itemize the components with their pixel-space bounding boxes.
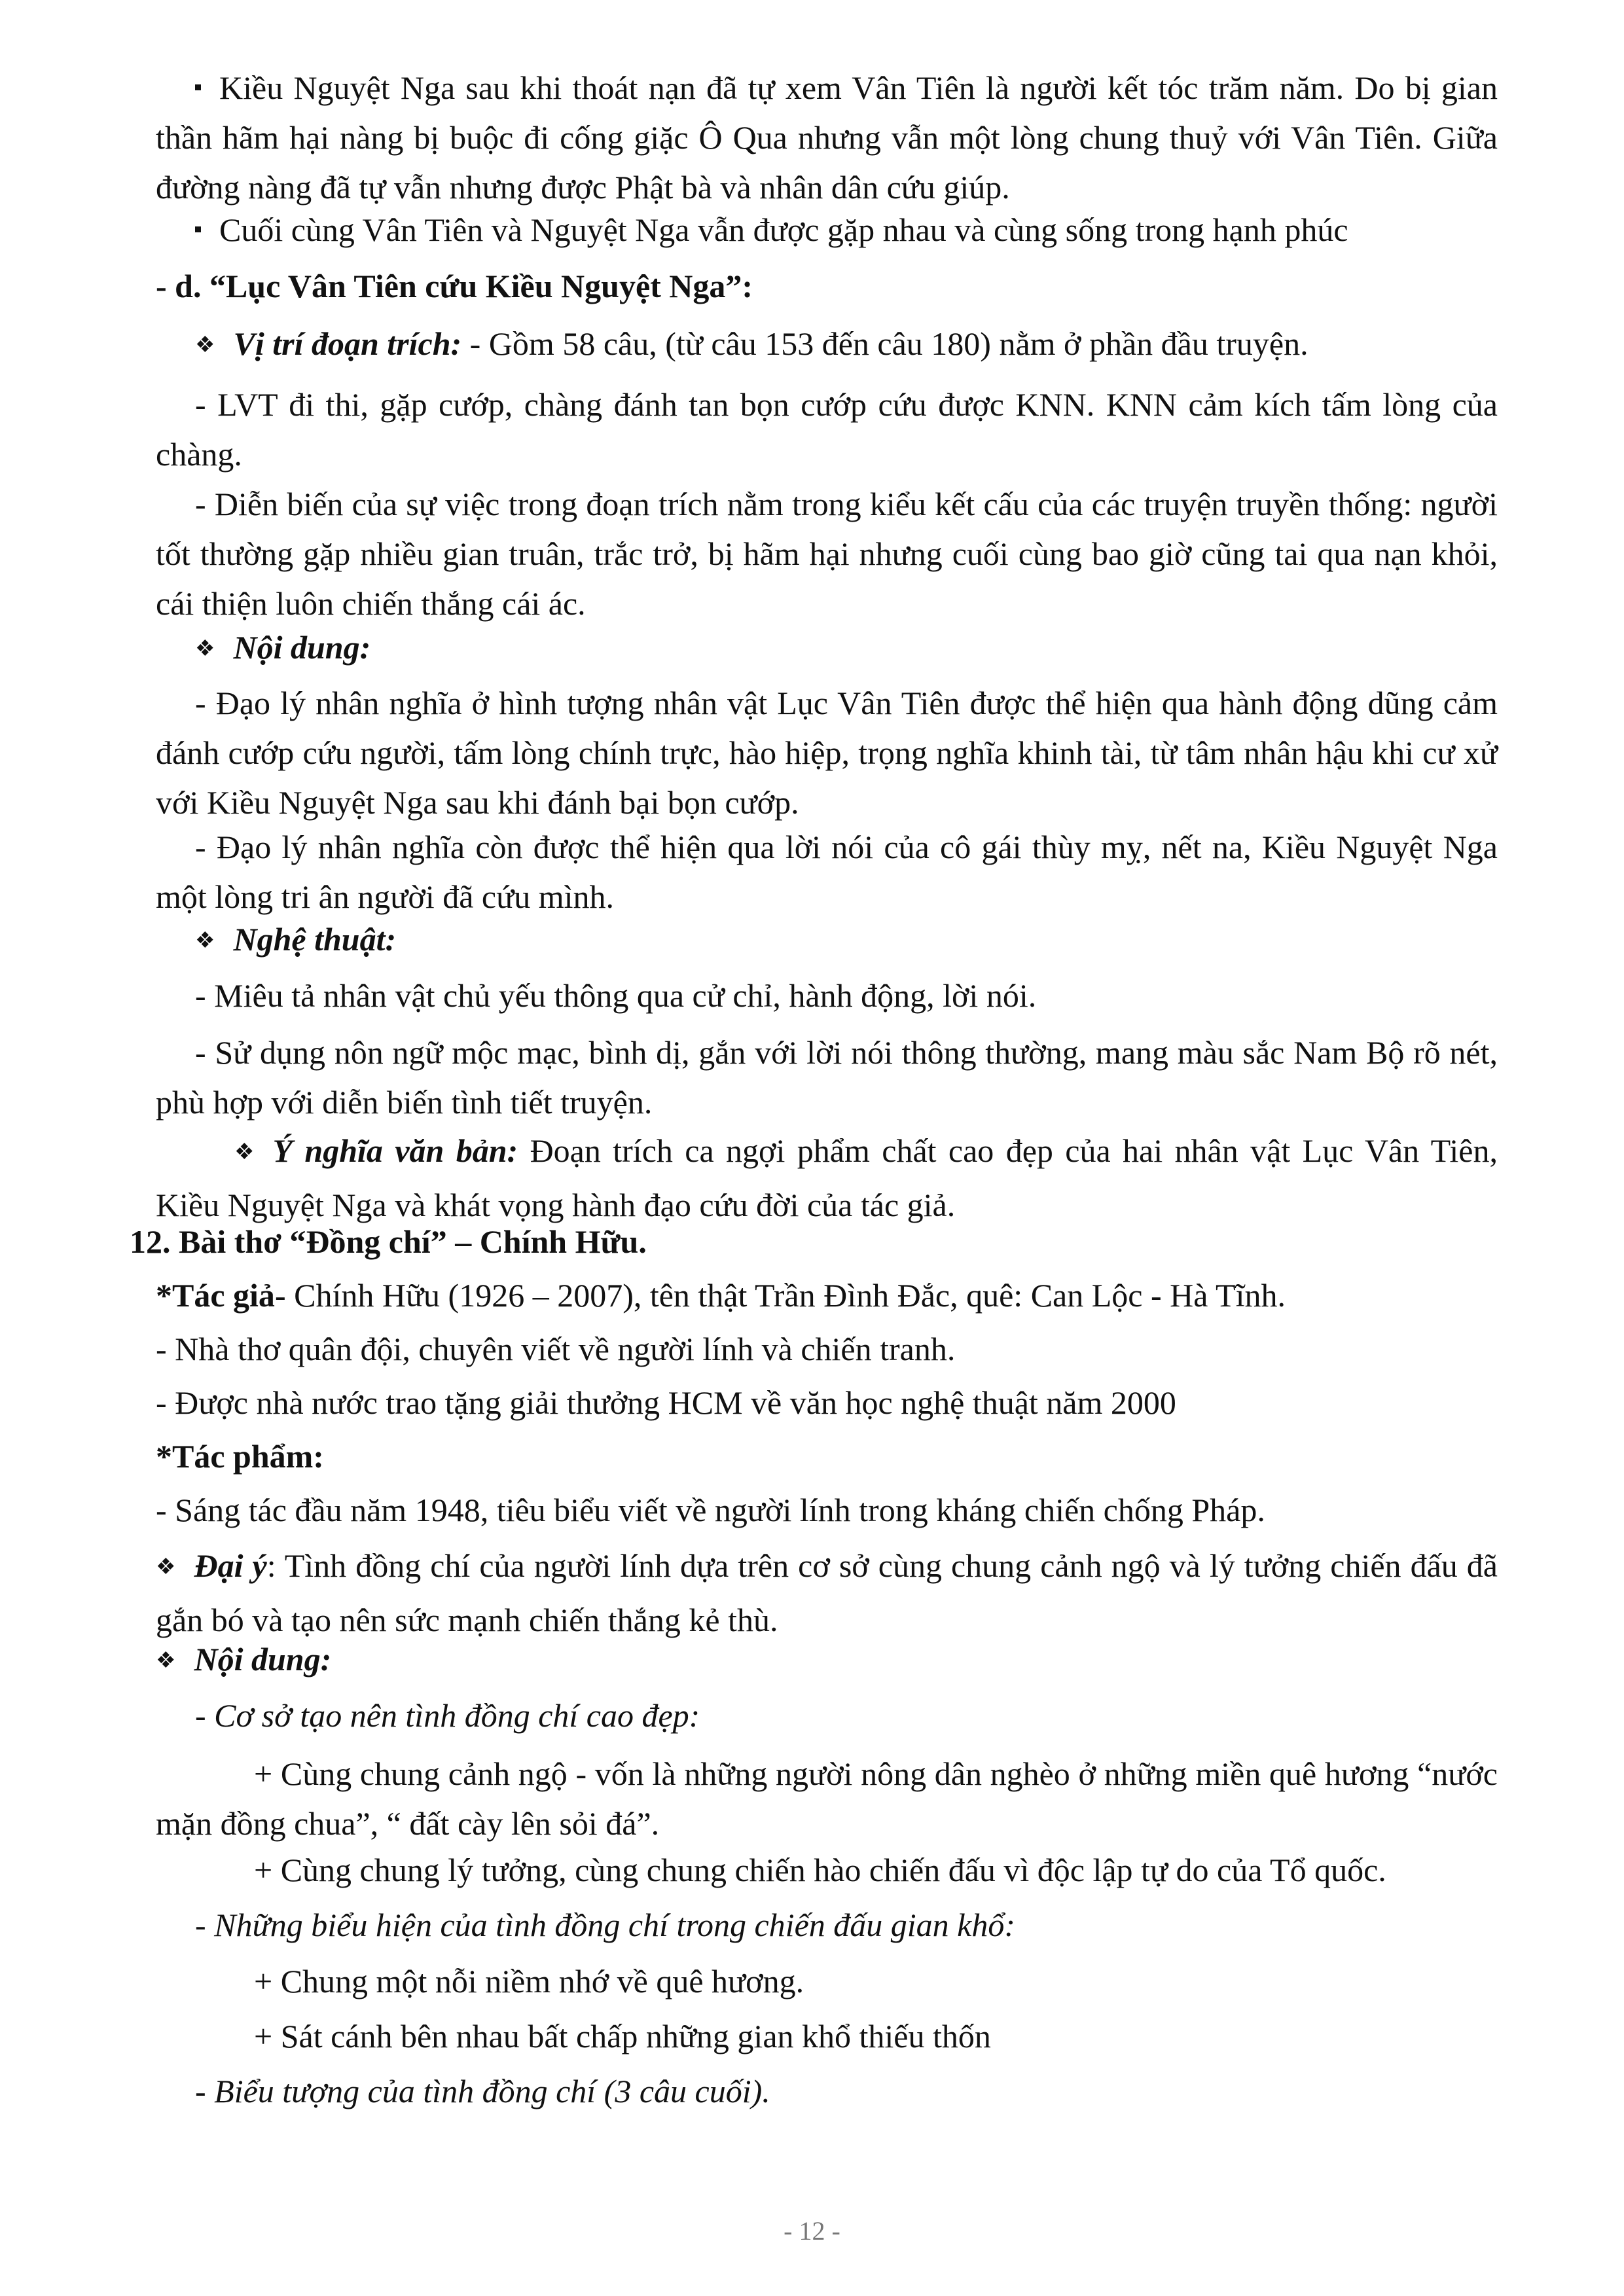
- paragraph-giai-thuong: - Được nhà nước trao tặng giải thưởng HCM về văn học nghệ thuật năm 2000: [156, 1384, 1176, 1421]
- paragraph-lvt: - LVT đi thi, gặp cướp, chàng đánh tan bọn cướp cứu được KNN. KNN cảm kích tấm lòng của chàng.: [156, 386, 1498, 473]
- paragraph-cung-chung-1: + Cùng chung cảnh ngộ - vốn là những người nông dân nghèo ở những miền quê hương “nước mặn đồng chua”, “ đất cày lên sỏi đá”.: [156, 1755, 1498, 1842]
- diamond-bullet-icon: ❖: [156, 1649, 176, 1673]
- paragraph-dao-ly-1: - Đạo lý nhân nghĩa ở hình tượng nhân vật Lục Vân Tiên được thể hiện qua hành động dũng cảm đánh cướp cứu người, tấm lòng chính trực, hào hiệp, trọng nghĩa khinh tài, từ tâm nhân hậu khi cư xử với Kiều Nguyệt Nga sau khi đánh bại bọn cướp.: [156, 685, 1498, 821]
- paragraph-su-dung: - Sử dụng nôn ngữ mộc mạc, bình dị, gắn với lời nói thông thường, mang màu sắc Nam Bộ rõ nét, phù hợp với diễn biến tình tiết truyện.: [156, 1034, 1498, 1121]
- paragraph-bieu-hien: - Những biểu hiện của tình đồng chí trong chiến đấu gian khổ:: [195, 1907, 1016, 1943]
- y-nghia-text: Đoạn trích ca ngợi phẩm chất cao đẹp của hai nhân vật Lục Vân Tiên, Kiều Nguyệt Nga và khát vọng hành đạo cứu đời của tác giả.: [156, 1132, 1498, 1223]
- noi-dung-label: Nội dung:: [194, 1641, 332, 1677]
- item-noi-dung-2: [156, 1639, 331, 1684]
- diamond-bullet-icon: ❖: [195, 637, 215, 661]
- dai-y-text: : Tình đồng chí của người lính dựa trên cơ sở cùng chung cảnh ngộ và lý tưởng chiến đấu đã gắn bó và tạo nên sức mạnh chiến thắng kẻ thù.: [156, 1547, 1498, 1638]
- vi-tri-text: - Gồm 58 câu, (từ câu 153 đến câu 180) nằm ở phần đầu truyện.: [461, 325, 1308, 362]
- paragraph-text: Kiều Nguyệt Nga sau khi thoát nạn đã tự xem Vân Tiên là người kết tóc trăm năm. Do bị gian thần hãm hại nàng bị buộc đi cống giặc Ô Qua nhưng vẫn một lòng chung thuỷ với Vân Tiên. Giữa đường nàng đã tự vẫn nhưng được Phật bà và nhân dân cứu giúp.: [156, 69, 1498, 206]
- item-dai-y: [156, 1541, 1498, 1645]
- page-number: - 12 -: [784, 2216, 840, 2246]
- item-nghe-thuat: [195, 919, 396, 964]
- paragraph-text: Cuối cùng Vân Tiên và Nguyệt Nga vẫn được gặp nhau và cùng sống trong hạnh phúc: [219, 211, 1348, 248]
- paragraph-sat-canh: + Sát cánh bên nhau bất chấp những gian khổ thiếu thốn: [254, 2018, 991, 2054]
- item-y-nghia-van-ban: [156, 1126, 1498, 1230]
- vi-tri-label: Vị trí đoạn trích:: [233, 325, 462, 362]
- diamond-bullet-icon: ❖: [234, 1140, 255, 1164]
- diamond-bullet-icon: ❖: [195, 929, 215, 953]
- diamond-bullet-icon: ❖: [156, 1555, 176, 1579]
- nghe-thuat-label: Nghệ thuật:: [233, 921, 397, 958]
- paragraph-dao-ly-2: - Đạo lý nhân nghĩa còn được thể hiện qua lời nói của cô gái thùy mỵ, nết na, Kiều Nguyệt Nga một lòng tri ân người đã cứu mình.: [156, 829, 1498, 915]
- square-bullet-icon: [195, 226, 201, 232]
- y-nghia-label: Ý nghĩa văn bản:: [272, 1132, 518, 1169]
- item-noi-dung-1: [195, 627, 370, 672]
- tac-pham-label: *Tác phẩm:: [156, 1438, 324, 1475]
- tac-gia-label: *Tác giả: [156, 1277, 275, 1314]
- dai-y-label: Đại ý: [194, 1547, 267, 1584]
- paragraph-nha-tho: - Nhà thơ quân đội, chuyên viết về người lính và chiến tranh.: [156, 1331, 956, 1367]
- noi-dung-label: Nội dung:: [233, 629, 371, 666]
- paragraph-mieu-ta: - Miêu tả nhân vật chủ yếu thông qua cử chỉ, hành động, lời nói.: [195, 977, 1037, 1014]
- paragraph-bieu-tuong: - Biểu tượng của tình đồng chí (3 câu cuối).: [195, 2073, 770, 2109]
- paragraph-kieu-nguyet-nga: [156, 63, 1498, 212]
- paragraph-sang-tac: - Sáng tác đầu năm 1948, tiêu biểu viết về người lính trong kháng chiến chống Pháp.: [156, 1492, 1265, 1528]
- square-bullet-icon: [195, 84, 201, 90]
- tac-gia-line: [156, 1275, 1286, 1316]
- item-vi-tri-doan-trich: [195, 323, 1308, 368]
- section-heading-d: - d. “Lục Vân Tiên cứu Kiều Nguyệt Nga”:: [156, 268, 753, 304]
- paragraph-chung-mot: + Chung một nỗi niềm nhớ về quê hương.: [254, 1963, 804, 2000]
- diamond-bullet-icon: ❖: [195, 333, 215, 357]
- paragraph-dien-bien: - Diễn biến của sự việc trong đoạn trích nằm trong kiểu kết cấu của các truyện truyền thống: người tốt thường gặp nhiều gian truân, trắc trở, bị hãm hại nhưng cuối cùng bao giờ cũng tai qua nạn khỏi, cái thiện luôn chiến thắng cái ác.: [156, 486, 1498, 622]
- paragraph-cung-chung-2: + Cùng chung lý tưởng, cùng chung chiến hào chiến đấu vì độc lập tự do của Tổ quốc.: [254, 1852, 1386, 1888]
- tac-gia-text: - Chính Hữu (1926 – 2007), tên thật Trần Đình Đắc, quê: Can Lộc - Hà Tĩnh.: [274, 1277, 1286, 1314]
- paragraph-cuoi-cung: [195, 209, 1348, 250]
- section-heading-12: 12. Bài thơ “Đồng chí” – Chính Hữu.: [130, 1223, 647, 1260]
- paragraph-co-so: - Cơ sở tạo nên tình đồng chí cao đẹp:: [195, 1697, 700, 1734]
